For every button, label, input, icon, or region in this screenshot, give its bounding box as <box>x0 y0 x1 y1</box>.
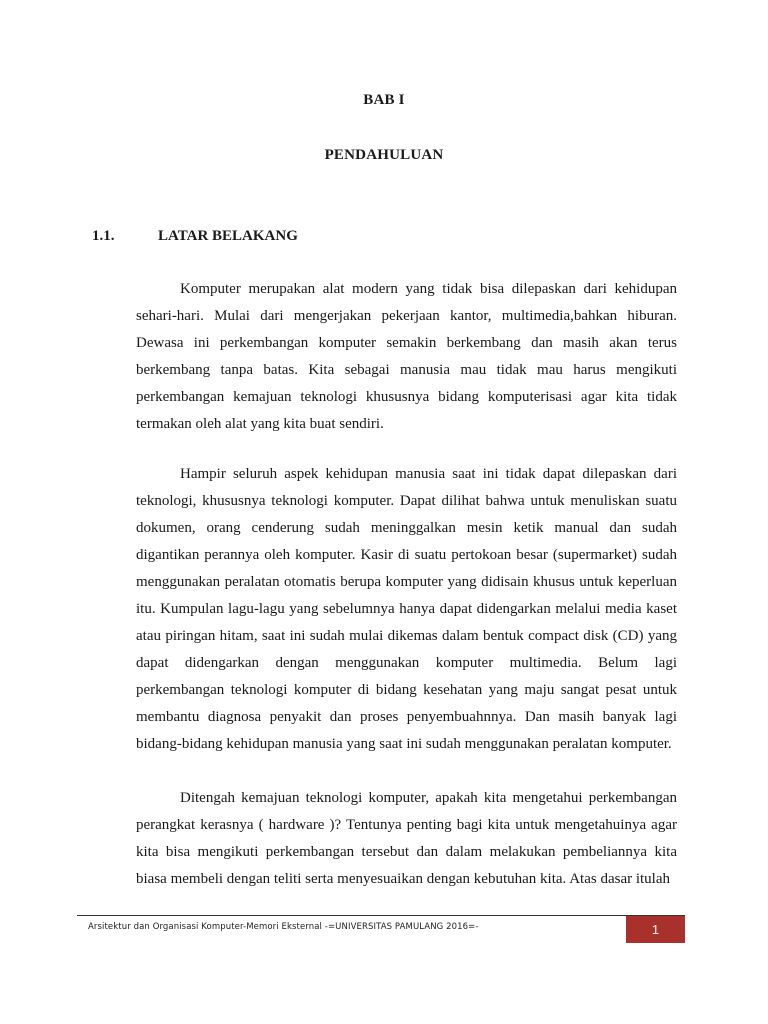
section-number: 1.1. <box>92 228 115 244</box>
chapter-title: PENDAHULUAN <box>324 147 444 163</box>
footer-divider <box>77 915 685 916</box>
page-number-badge: 1 <box>626 916 685 943</box>
section-heading <box>92 228 298 245</box>
section-title: LATAR BELAKANG <box>158 228 298 244</box>
paragraph-1: Komputer merupakan alat modern yang tidak bisa dilepaskan dari kehidupan sehari-hari. Mulai dari mengerjakan pekerjaan kantor, multimedia,bahkan hiburan. Dewasa ini perkembangan komputer semakin berkembang dan masih akan terus berkembang tanpa batas. Kita sebagai manusia mau tidak mau harus mengikuti perkembangan kemajuan teknologi khususnya bidang komputerisasi agar kita tidak termakan oleh alat yang kita buat sendiri. <box>136 281 677 432</box>
footer-text: Arsitektur dan Organisasi Komputer-Memori Eksternal -=UNIVERSITAS PAMULANG 2016=- <box>88 922 479 932</box>
paragraph-2: Hampir seluruh aspek kehidupan manusia saat ini tidak dapat dilepaskan dari teknologi, khususnya teknologi komputer. Dapat dilihat bahwa untuk menuliskan suatu dokumen, orang cenderung sudah meninggalkan mesin ketik manual dan sudah digantikan perannya oleh komputer. Kasir di suatu pertokoan besar (supermarket) sudah menggunakan peralatan otomatis berupa komputer yang didisain khusus untuk keperluan itu. Kumpulan lagu-lagu yang sebelumnya hanya dapat didengarkan melalui media kaset atau piringan hitam, saat ini sudah mulai dikemas dalam bentuk compact disk (CD) yang dapat didengarkan dengan menggunakan komputer multimedia. Belum lagi perkembangan teknologi komputer di bidang kesehatan yang maju sangat pesat untuk membantu diagnosa penyakit dan proses penyembuahnnya. Dan masih banyak lagi bidang-bidang kehidupan manusia yang saat ini sudah menggunakan peralatan komputer. <box>136 466 677 752</box>
paragraph-3: Ditengah kemajuan teknologi komputer, apakah kita mengetahui perkembangan perangkat kerasnya ( hardware )? Tentunya penting bagi kita untuk mengetahuinya agar kita bisa mengikuti perkembangan tersebut dan dalam melakukan pembeliannya kita biasa membeli dengan teliti serta menyesuaikan dengan kebutuhan kita. Atas dasar itulah <box>136 790 677 887</box>
chapter-number: BAB I <box>363 92 405 108</box>
